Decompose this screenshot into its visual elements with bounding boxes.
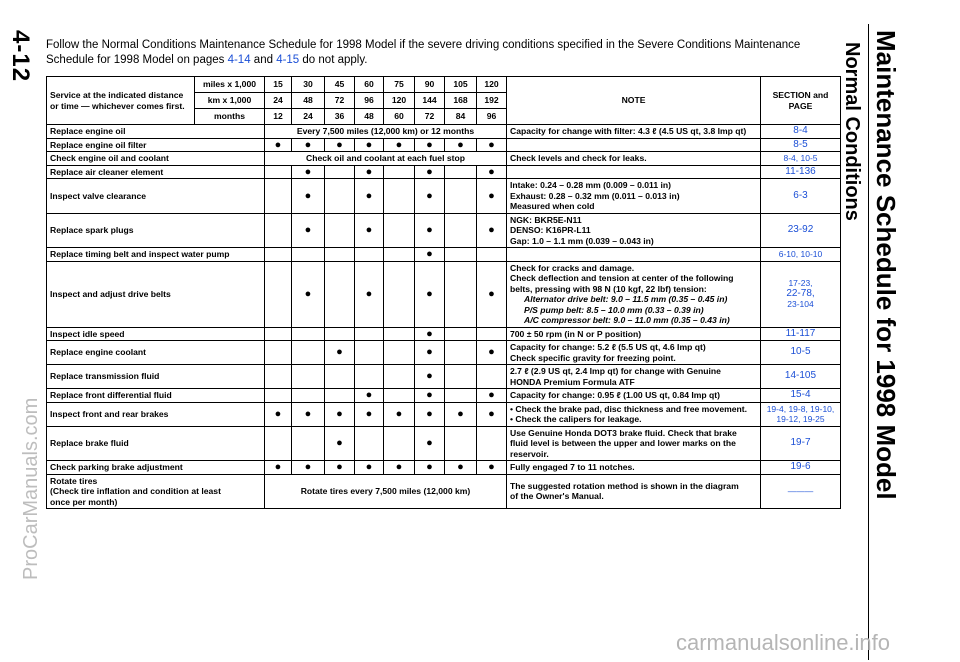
empty-cell bbox=[384, 179, 415, 214]
months-cell: 72 bbox=[415, 109, 445, 125]
service-dot: ● bbox=[415, 341, 445, 365]
service-dot: ● bbox=[292, 213, 325, 248]
note-cell bbox=[507, 179, 761, 214]
service-dot: ● bbox=[292, 261, 325, 327]
service-dot: ● bbox=[292, 179, 325, 214]
service-item: Replace engine coolant bbox=[47, 341, 265, 365]
schedule-row bbox=[47, 179, 841, 214]
schedule-row bbox=[47, 327, 841, 341]
miles-cell: 90 bbox=[415, 77, 445, 93]
note-cell: Check levels and check for leaks. bbox=[507, 152, 761, 166]
km-cell: 120 bbox=[384, 93, 415, 109]
km-cell: 192 bbox=[477, 93, 507, 109]
months-cell: 36 bbox=[325, 109, 355, 125]
months-cell: 84 bbox=[445, 109, 477, 125]
intro-text: Follow the Normal Conditions Maintenance Schedule for 1998 Model if the severe driving conditions specified in the Severe Conditions Maintenance Schedule for 1998 Model on pages bbox=[46, 39, 801, 66]
empty-cell bbox=[445, 341, 477, 365]
service-interval-label: Service at the indicated distance or time — whichever comes first. bbox=[47, 77, 195, 125]
empty-cell bbox=[445, 213, 477, 248]
empty-cell bbox=[355, 426, 384, 461]
service-dot: ● bbox=[477, 138, 507, 152]
belt-spec-line: Alternator drive belt: 9.0 – 11.5 mm (0.35 – 0.45 in) bbox=[524, 294, 728, 304]
service-dot: ● bbox=[355, 402, 384, 426]
note-line: Check specific gravity for freezing point. bbox=[510, 352, 676, 363]
empty-cell bbox=[445, 365, 477, 389]
note-cell: Capacity for change: 0.95 ℓ (1.00 US qt, 0.84 Imp qt) bbox=[507, 389, 761, 403]
empty-cell bbox=[477, 248, 507, 262]
belt-spec-line: A/C compressor belt: 9.0 – 11.0 mm (0.35 – 0.43 in) bbox=[524, 315, 730, 325]
schedule-row bbox=[47, 152, 841, 166]
note-cell bbox=[507, 248, 761, 262]
empty-cell bbox=[384, 426, 415, 461]
empty-cell bbox=[265, 248, 292, 262]
watermark-bottom: carmanualsonline.info bbox=[676, 630, 891, 655]
section-page-line[interactable]: 19-4, 19-8, 19-10, bbox=[766, 403, 835, 414]
km-cell: 96 bbox=[355, 93, 384, 109]
empty-cell bbox=[445, 261, 477, 327]
miles-cell: 45 bbox=[325, 77, 355, 93]
section-page-line[interactable]: 22-78, bbox=[786, 287, 815, 299]
service-dot: ● bbox=[355, 165, 384, 179]
schedule-row bbox=[47, 165, 841, 179]
note-line: Exhaust: 0.28 – 0.32 mm (0.011 – 0.013 in) bbox=[510, 190, 680, 201]
note-line: • Check the brake pad, disc thickness and free movement. bbox=[510, 403, 748, 414]
note-line: reservoir. bbox=[510, 448, 549, 459]
schedule-row bbox=[47, 138, 841, 152]
maintenance-schedule-table bbox=[46, 76, 841, 509]
empty-cell bbox=[355, 248, 384, 262]
schedule-row bbox=[47, 402, 841, 426]
service-item: Inspect idle speed bbox=[47, 327, 265, 341]
empty-cell bbox=[384, 327, 415, 341]
schedule-row bbox=[47, 389, 841, 403]
empty-cell bbox=[445, 179, 477, 214]
empty-cell bbox=[445, 389, 477, 403]
section-page-link[interactable]: 14-105 bbox=[761, 365, 841, 389]
note-line: NGK: BKR5E-N11 bbox=[510, 214, 582, 225]
empty-cell bbox=[384, 341, 415, 365]
service-dot: ● bbox=[477, 261, 507, 327]
note-cell: Capacity for change with filter: 4.3 ℓ (4.5 US qt, 3.8 Imp qt) bbox=[507, 125, 761, 139]
note-cell bbox=[507, 402, 761, 426]
section-page-link[interactable]: 6-3 bbox=[761, 179, 841, 214]
note-cell: Fully engaged 7 to 11 notches. bbox=[507, 461, 761, 475]
schedule-row bbox=[47, 248, 841, 262]
km-cell: 168 bbox=[445, 93, 477, 109]
service-dot: ● bbox=[355, 389, 384, 403]
empty-cell bbox=[384, 261, 415, 327]
empty-cell bbox=[355, 341, 384, 365]
section-page-link[interactable]: 10-5 bbox=[761, 341, 841, 365]
service-dot: ● bbox=[384, 138, 415, 152]
note-line: of the Owner's Manual. bbox=[510, 491, 604, 502]
service-dot: ● bbox=[415, 389, 445, 403]
service-dot: ● bbox=[477, 402, 507, 426]
empty-cell bbox=[477, 426, 507, 461]
empty-cell bbox=[325, 165, 355, 179]
service-dot: ● bbox=[415, 138, 445, 152]
months-label: months bbox=[195, 109, 265, 125]
empty-cell bbox=[325, 248, 355, 262]
section-page-link[interactable]: 15-4 bbox=[761, 389, 841, 403]
note-line: The suggested rotation method is shown in the diagram bbox=[510, 480, 739, 491]
empty-cell bbox=[325, 365, 355, 389]
service-dot: ● bbox=[415, 461, 445, 475]
intro-and: and bbox=[250, 54, 277, 66]
schedule-row bbox=[47, 365, 841, 389]
note-line: Use Genuine Honda DOT3 brake fluid. Check that brake bbox=[510, 427, 737, 438]
service-dot: ● bbox=[325, 461, 355, 475]
section-page-link[interactable]: 11-117 bbox=[761, 327, 841, 341]
schedule-row bbox=[47, 341, 841, 365]
months-cell: 96 bbox=[477, 109, 507, 125]
empty-cell bbox=[325, 179, 355, 214]
empty-cell bbox=[292, 341, 325, 365]
service-dot: ● bbox=[415, 426, 445, 461]
watermark-left: ProCarManuals.com bbox=[20, 397, 42, 580]
note-cell bbox=[507, 341, 761, 365]
empty-cell bbox=[325, 213, 355, 248]
schedule-row bbox=[47, 125, 841, 139]
months-cell: 60 bbox=[384, 109, 415, 125]
note-line: Measured when cold bbox=[510, 201, 595, 211]
note-header: NOTE bbox=[507, 77, 761, 125]
service-item: Replace timing belt and inspect water pump bbox=[47, 248, 265, 262]
empty-cell bbox=[384, 165, 415, 179]
service-item: Replace brake fluid bbox=[47, 426, 265, 461]
section-header: SECTION and PAGE bbox=[761, 77, 841, 125]
service-item: Check engine oil and coolant bbox=[47, 152, 265, 166]
side-title: Maintenance Schedule for 1998 Model bbox=[871, 30, 901, 500]
empty-cell bbox=[265, 426, 292, 461]
months-cell: 12 bbox=[265, 109, 292, 125]
service-dot: ● bbox=[355, 138, 384, 152]
side-subtitle: Normal Conditions bbox=[841, 42, 863, 221]
schedule-row bbox=[47, 461, 841, 475]
service-item: Inspect valve clearance bbox=[47, 179, 265, 214]
service-item: Inspect front and rear brakes bbox=[47, 402, 265, 426]
empty-cell bbox=[477, 365, 507, 389]
empty-cell bbox=[265, 327, 292, 341]
service-dot: ● bbox=[415, 365, 445, 389]
service-dot: ● bbox=[325, 341, 355, 365]
empty-cell bbox=[384, 365, 415, 389]
service-dot: ● bbox=[477, 341, 507, 365]
intro-after: do not apply. bbox=[299, 54, 368, 66]
empty-cell bbox=[292, 327, 325, 341]
empty-cell bbox=[384, 213, 415, 248]
note-line: Check deflection and tension at center of the following belts, pressing with 98 N (10 kgf, 22 lbf) tension: bbox=[510, 273, 734, 294]
service-dot: ● bbox=[355, 461, 384, 475]
service-dot: ● bbox=[292, 461, 325, 475]
service-dot: ● bbox=[355, 179, 384, 214]
empty-cell bbox=[265, 213, 292, 248]
miles-cell: 60 bbox=[355, 77, 384, 93]
schedule-row bbox=[47, 213, 841, 248]
service-item: Replace engine oil filter bbox=[47, 138, 265, 152]
service-dot: ● bbox=[477, 179, 507, 214]
empty-cell bbox=[265, 389, 292, 403]
schedule-row bbox=[47, 426, 841, 461]
note-line: 2.7 ℓ (2.9 US qt, 2.4 Imp qt) for change with Genuine bbox=[510, 366, 721, 376]
note-cell bbox=[507, 213, 761, 248]
empty-cell bbox=[355, 327, 384, 341]
service-item: Replace transmission fluid bbox=[47, 365, 265, 389]
service-dot: ● bbox=[415, 179, 445, 214]
service-dot: ● bbox=[477, 213, 507, 248]
service-dot: ● bbox=[477, 389, 507, 403]
service-dot: ● bbox=[445, 402, 477, 426]
section-page-link[interactable]: 19-7 bbox=[761, 426, 841, 461]
note-line: Capacity for change: 5.2 ℓ (5.5 US qt, 4.6 Imp qt) bbox=[510, 342, 706, 352]
miles-cell: 30 bbox=[292, 77, 325, 93]
note-cell bbox=[507, 365, 761, 389]
schedule-row bbox=[47, 474, 841, 509]
interval-span: Every 7,500 miles (12,000 km) or 12 months bbox=[265, 125, 507, 139]
empty-cell bbox=[325, 261, 355, 327]
empty-cell bbox=[292, 426, 325, 461]
service-item bbox=[47, 474, 265, 509]
miles-cell: 75 bbox=[384, 77, 415, 93]
section-page-line[interactable]: 23-104 bbox=[787, 299, 814, 310]
section-page-link[interactable]: 19-6 bbox=[761, 461, 841, 475]
schedule-row bbox=[47, 261, 841, 327]
section-page-line[interactable]: 19-12, 19-25 bbox=[776, 414, 825, 424]
empty-cell bbox=[265, 365, 292, 389]
empty-cell bbox=[292, 365, 325, 389]
service-dot: ● bbox=[477, 461, 507, 475]
empty-cell bbox=[292, 389, 325, 403]
service-item: Replace spark plugs bbox=[47, 213, 265, 248]
service-dot: ● bbox=[265, 461, 292, 475]
section-page-link[interactable]: 6-10, 10-10 bbox=[761, 248, 841, 262]
empty-cell bbox=[445, 248, 477, 262]
note-cell: 700 ± 50 rpm (in N or P position) bbox=[507, 327, 761, 341]
page-link-4-15[interactable]: 4-15 bbox=[276, 54, 300, 66]
empty-cell bbox=[384, 248, 415, 262]
note-cell bbox=[507, 138, 761, 152]
service-dot: ● bbox=[384, 402, 415, 426]
note-cell bbox=[507, 426, 761, 461]
empty-cell bbox=[265, 165, 292, 179]
empty-cell bbox=[477, 327, 507, 341]
section-page-link[interactable]: 8-4 bbox=[761, 125, 841, 139]
section-page-link[interactable]: 23-92 bbox=[761, 213, 841, 248]
service-dot: ● bbox=[415, 248, 445, 262]
section-page-line[interactable]: 17-23, bbox=[788, 278, 813, 289]
section-page-link[interactable] bbox=[761, 261, 841, 327]
note-cell bbox=[507, 261, 761, 327]
section-page-link[interactable]: ——— bbox=[761, 474, 841, 509]
interval-span: Rotate tires every 7,500 miles (12,000 km) bbox=[265, 474, 507, 509]
note-cell bbox=[507, 474, 761, 509]
empty-cell bbox=[265, 341, 292, 365]
note-line: HONDA Premium Formula ATF bbox=[510, 376, 635, 387]
km-cell: 48 bbox=[292, 93, 325, 109]
note-line: • Check the calipers for leakage. bbox=[510, 414, 642, 424]
section-page-link[interactable]: 8-4, 10-5 bbox=[761, 152, 841, 166]
service-dot: ● bbox=[325, 402, 355, 426]
empty-cell bbox=[292, 248, 325, 262]
service-item: Replace air cleaner element bbox=[47, 165, 265, 179]
note-cell bbox=[507, 165, 761, 179]
service-item: Replace engine oil bbox=[47, 125, 265, 139]
service-dot: ● bbox=[445, 461, 477, 475]
km-cell: 72 bbox=[325, 93, 355, 109]
months-cell: 48 bbox=[355, 109, 384, 125]
empty-cell bbox=[445, 165, 477, 179]
service-dot: ● bbox=[265, 402, 292, 426]
service-dot: ● bbox=[355, 261, 384, 327]
empty-cell bbox=[384, 389, 415, 403]
margin-rule bbox=[868, 24, 869, 660]
km-cell: 144 bbox=[415, 93, 445, 109]
service-dot: ● bbox=[415, 327, 445, 341]
empty-cell bbox=[445, 426, 477, 461]
belt-spec-line: P/S pump belt: 8.5 – 10.0 mm (0.33 – 0.39 in) bbox=[524, 304, 704, 315]
miles-label: miles x 1,000 bbox=[195, 77, 265, 93]
service-dot: ● bbox=[325, 138, 355, 152]
note-line: DENSO: K16PR-L11 bbox=[510, 225, 591, 235]
page-link-4-14[interactable]: 4-14 bbox=[227, 54, 251, 66]
service-dot: ● bbox=[415, 261, 445, 327]
empty-cell bbox=[445, 327, 477, 341]
km-label: km x 1,000 bbox=[195, 93, 265, 109]
service-dot: ● bbox=[415, 213, 445, 248]
note-line: Gap: 1.0 – 1.1 mm (0.039 – 0.043 in) bbox=[510, 235, 654, 246]
intro-paragraph bbox=[46, 38, 838, 68]
service-dot: ● bbox=[265, 138, 292, 152]
service-dot: ● bbox=[415, 165, 445, 179]
service-dot: ● bbox=[292, 138, 325, 152]
service-item: Check parking brake adjustment bbox=[47, 461, 265, 475]
empty-cell bbox=[325, 327, 355, 341]
section-page-link[interactable]: 8-5 bbox=[761, 138, 841, 152]
empty-cell bbox=[265, 179, 292, 214]
service-dot: ● bbox=[415, 402, 445, 426]
note-line: fluid level is between the upper and lower marks on the bbox=[510, 438, 736, 448]
section-page-link[interactable]: 11-136 bbox=[761, 165, 841, 179]
note-line: Check for cracks and damage. bbox=[510, 262, 635, 273]
miles-cell: 15 bbox=[265, 77, 292, 93]
service-item-line: Rotate tires bbox=[50, 475, 98, 486]
service-dot: ● bbox=[325, 426, 355, 461]
service-item: Replace front differential fluid bbox=[47, 389, 265, 403]
service-dot: ● bbox=[355, 213, 384, 248]
section-page-link[interactable] bbox=[761, 402, 841, 426]
service-dot: ● bbox=[477, 165, 507, 179]
empty-cell bbox=[265, 261, 292, 327]
service-dot: ● bbox=[384, 461, 415, 475]
miles-cell: 120 bbox=[477, 77, 507, 93]
page-number: 4-12 bbox=[7, 30, 34, 83]
service-item: Inspect and adjust drive belts bbox=[47, 261, 265, 327]
service-dot: ● bbox=[292, 165, 325, 179]
empty-cell bbox=[355, 365, 384, 389]
service-dot: ● bbox=[292, 402, 325, 426]
service-dot: ● bbox=[445, 138, 477, 152]
interval-span: Check oil and coolant at each fuel stop bbox=[265, 152, 507, 166]
empty-cell bbox=[325, 389, 355, 403]
service-item-line: (Check tire inflation and condition at least bbox=[50, 486, 221, 496]
months-cell: 24 bbox=[292, 109, 325, 125]
note-line: Intake: 0.24 – 0.28 mm (0.009 – 0.011 in) bbox=[510, 180, 671, 190]
service-item-line: once per month) bbox=[50, 496, 118, 507]
km-cell: 24 bbox=[265, 93, 292, 109]
miles-cell: 105 bbox=[445, 77, 477, 93]
